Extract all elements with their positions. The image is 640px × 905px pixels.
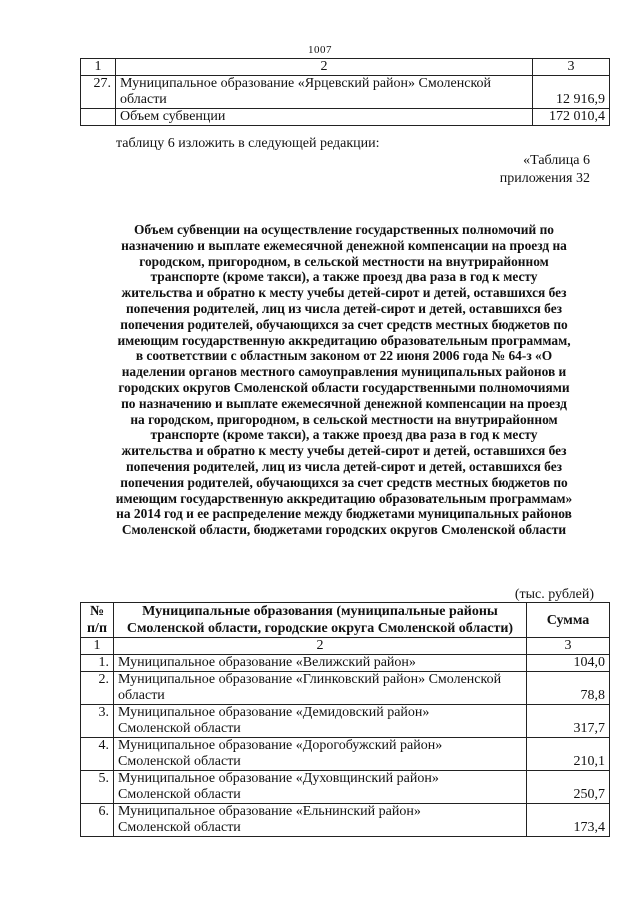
row-sum: 78,8	[527, 672, 610, 705]
row-name-line: Муниципальное образование «Дорогобужский район»	[118, 738, 443, 753]
table-row	[81, 771, 610, 804]
heading-line: по назначению и выплате ежемесячной денежной компенсации на проезд	[121, 395, 567, 411]
row-name	[114, 705, 527, 738]
page-number: 1007	[308, 44, 332, 56]
table-row	[81, 672, 610, 705]
column-number: 1	[81, 59, 116, 76]
table-reference-line: приложения 32	[499, 171, 590, 186]
document-heading	[84, 222, 604, 538]
row-number	[81, 109, 116, 126]
row-name-line: Муниципальное образование «Велижский район»	[118, 655, 416, 670]
table-row	[81, 705, 610, 738]
row-name-line: Смоленской области	[118, 754, 241, 769]
heading-line: транспорте (кроме такси), а также проезд два раза в год к месту	[150, 269, 538, 285]
table-total-row	[81, 109, 610, 126]
row-name	[114, 804, 527, 837]
row-name-line: области	[120, 92, 167, 107]
row-sum: 250,7	[527, 771, 610, 804]
header-text: №	[89, 604, 105, 619]
header-text: Смоленской области, городские округа Смоленской области)	[126, 621, 514, 636]
column-number-row	[81, 638, 610, 655]
row-number: 4.	[81, 738, 114, 771]
column-number: 2	[114, 638, 527, 655]
row-sum: 210,1	[527, 738, 610, 771]
instruction-text: таблицу 6 изложить в следующей редакции:	[116, 136, 380, 151]
heading-line: Объем субвенции на осуществление государственных полномочий по	[134, 222, 554, 237]
row-name-line: области	[118, 688, 165, 703]
row-number: 2.	[81, 672, 114, 705]
heading-line: жительства и обратно к месту учебы детей-сирот и детей, оставшихся без	[121, 285, 567, 301]
column-number: 3	[527, 638, 610, 655]
column-number: 2	[116, 59, 533, 76]
header-text: Муниципальные образования (муниципальные районы	[142, 604, 498, 619]
column-number: 3	[533, 59, 610, 76]
main-table	[80, 602, 610, 837]
row-sum: 173,4	[527, 804, 610, 837]
heading-line: попечения родителей, обучающихся за счет средств местных бюджетов по	[120, 474, 568, 490]
heading-line: имеющим государственную аккредитацию образовательным программам,	[117, 332, 571, 348]
row-name	[114, 738, 527, 771]
row-number: 3.	[81, 705, 114, 738]
column-number-row	[81, 59, 610, 76]
row-name-line: Муниципальное образование «Духовщинский район»	[118, 771, 439, 786]
row-number: 27.	[81, 76, 116, 109]
table-row	[81, 804, 610, 837]
row-name-line: Смоленской области	[118, 820, 241, 835]
heading-line: на 2014 год и ее распределение между бюджетами муниципальных районов	[116, 506, 572, 522]
row-name-line: Смоленской области	[118, 787, 241, 802]
row-name	[114, 771, 527, 804]
table-reference-line: «Таблица 6	[523, 153, 590, 168]
heading-line: попечения родителей, обучающихся за счет средств местных бюджетов по	[120, 316, 568, 332]
row-name	[114, 655, 527, 672]
column-number: 1	[81, 638, 114, 655]
header-number	[81, 603, 114, 638]
row-sum: 104,0	[527, 655, 610, 672]
row-number: 1.	[81, 655, 114, 672]
table-reference	[500, 152, 590, 188]
row-name-line: Муниципальное образование «Глинковский район» Смоленской	[118, 672, 502, 687]
heading-line: попечения родителей, лиц из числа детей-сирот и детей, оставшихся без	[125, 300, 563, 316]
row-name	[114, 672, 527, 705]
row-name-line: Смоленской области	[118, 721, 241, 736]
row-name-line: Муниципальное образование «Ярцевский район» Смоленской	[120, 76, 492, 91]
header-name	[114, 603, 527, 638]
table-row	[81, 76, 610, 109]
heading-line: городских округов Смоленской области государственными полномочиями	[118, 379, 570, 395]
header-text: п/п	[86, 621, 108, 636]
heading-line: наделении органов местного самоуправления муниципальных районов и	[121, 364, 567, 380]
table-row	[81, 738, 610, 771]
row-sum: 317,7	[527, 705, 610, 738]
row-sum: 172 010,4	[533, 109, 610, 126]
heading-line: в соответствии с областным законом от 22 июня 2006 года № 64-з «О	[135, 348, 553, 364]
heading-line: назначению и выплате ежемесячной денежной компенсации на проезд на	[121, 237, 567, 253]
heading-line: попечения родителей, лиц из числа детей-сирот и детей, оставшихся без	[125, 458, 563, 474]
row-sum: 12 916,9	[533, 76, 610, 109]
row-number: 5.	[81, 771, 114, 804]
table-row	[81, 655, 610, 672]
units-label: (тыс. рублей)	[514, 587, 594, 602]
heading-line: на городском, пригородном, в сельской местности на внутрирайонном	[130, 411, 558, 427]
header-sum: Сумма	[527, 603, 610, 638]
row-name	[116, 76, 533, 109]
row-name-line: Муниципальное образование «Ельнинский район»	[118, 804, 421, 819]
heading-line: Смоленской области, бюджетами городских округов Смоленской области	[121, 522, 567, 538]
row-name-line: Муниципальное образование «Демидовский район»	[118, 705, 430, 720]
heading-line: жительства и обратно к месту учебы детей-сирот и детей, оставшихся без	[121, 443, 567, 459]
row-number: 6.	[81, 804, 114, 837]
heading-line: городском, пригородном, в сельской местности на внутрирайонном	[139, 253, 549, 269]
top-table	[80, 58, 610, 126]
heading-line: имеющим государственную аккредитацию образовательным программам»	[115, 490, 573, 506]
table-header-row	[81, 603, 610, 638]
heading-line: транспорте (кроме такси), а также проезд два раза в год к месту	[150, 427, 538, 443]
row-name: Объем субвенции	[116, 109, 533, 126]
